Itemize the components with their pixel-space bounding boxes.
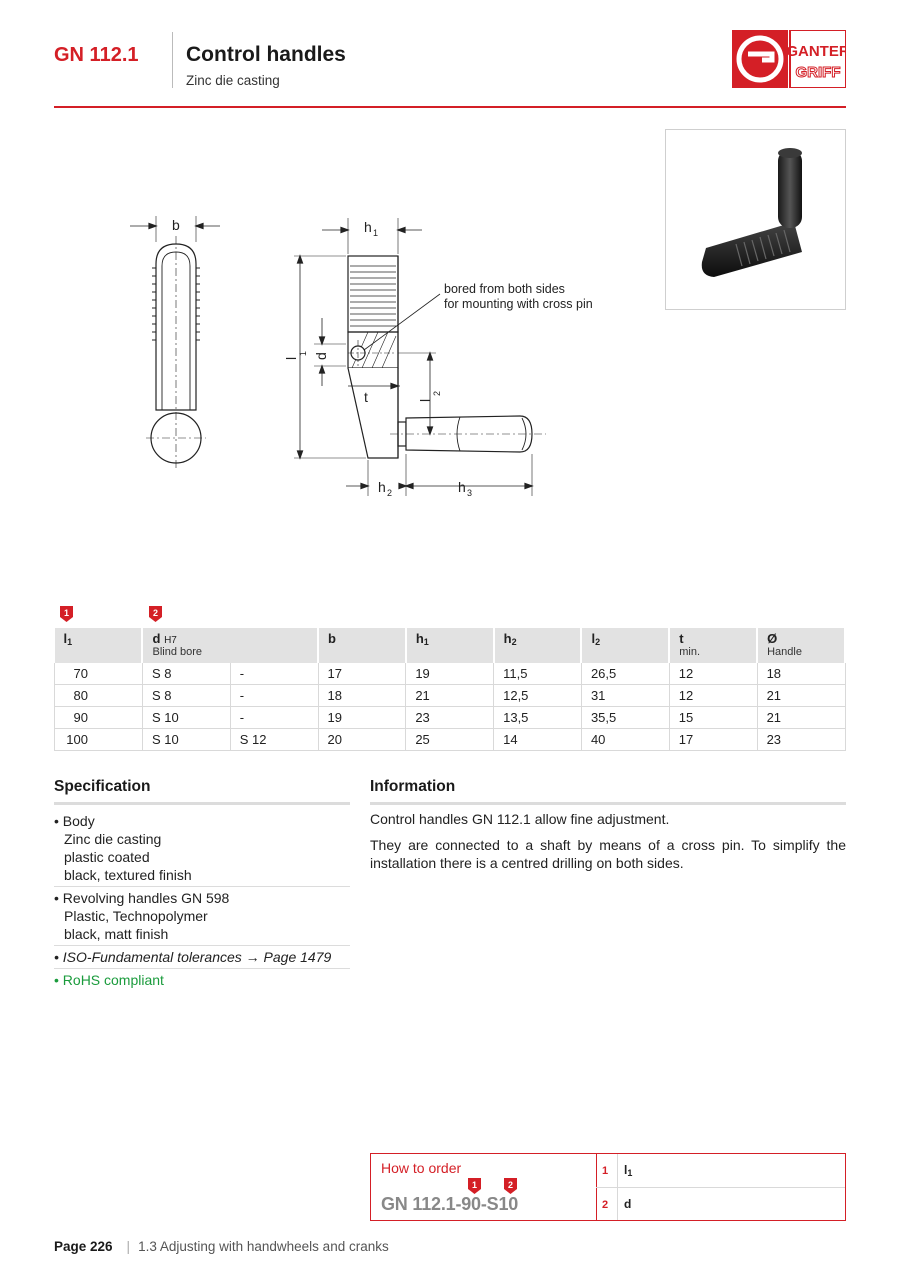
- order-badge-1: [468, 1178, 481, 1194]
- col-d: d H7 Blind bore: [142, 628, 318, 663]
- spec-line: black, matt finish: [64, 926, 169, 942]
- footer: [54, 1239, 389, 1254]
- table-row: [55, 663, 846, 685]
- info-paragraph-2: They are connected to a shaft by means of a cross pin. To simplify the installation there is a centred drilling on both sides.: [370, 837, 846, 871]
- cell: 21: [757, 707, 845, 729]
- order-code: GN 112.1-90-S10: [381, 1194, 519, 1214]
- cell: -: [230, 707, 318, 729]
- iso-tolerances-link[interactable]: • ISO-Fundamental tolerances → Page 1479: [54, 949, 332, 965]
- col-l1: $l_1$: [55, 628, 143, 663]
- col-dia: Ø Handle: [757, 628, 845, 663]
- cell: -: [230, 685, 318, 707]
- cell: 12: [669, 685, 757, 707]
- dim-label-h1: h: [364, 219, 372, 235]
- logo-text-ganter: GANTER: [786, 43, 846, 60]
- ganter-logo: [732, 30, 846, 88]
- cell: 26,5: [581, 663, 669, 685]
- badge-2-number: 2: [152, 608, 159, 618]
- dim-label-t: t: [364, 389, 368, 405]
- cell: 80: [55, 685, 143, 707]
- cell: 23: [757, 729, 845, 751]
- dim-label-l2: l: [417, 398, 433, 402]
- order-row-2-key: d: [624, 1197, 632, 1211]
- spec-item-handles: [54, 887, 350, 946]
- order-divider: [596, 1187, 845, 1188]
- cell: 14: [494, 729, 582, 751]
- spec-item-iso-link[interactable]: [54, 946, 350, 969]
- table-row: [55, 685, 846, 707]
- product-photo: [665, 129, 846, 310]
- spec-line: Zinc die casting: [64, 831, 162, 847]
- cell: 35,5: [581, 707, 669, 729]
- dim-label-h3-sub: 3: [467, 488, 473, 498]
- cell: 18: [318, 685, 406, 707]
- cell: 21: [406, 685, 494, 707]
- cell: 23: [406, 707, 494, 729]
- cell: S 12: [230, 729, 318, 751]
- spec-item-body: [54, 810, 350, 887]
- order-badge-1-number: 1: [471, 1180, 478, 1190]
- page-title: Control handles: [186, 43, 346, 66]
- spec-line: plastic coated: [64, 849, 150, 865]
- drawing-note-line2: for mounting with cross pin: [444, 297, 593, 311]
- cell: 40: [581, 729, 669, 751]
- col-l2: $l_2$: [581, 628, 669, 663]
- information-text: [370, 810, 846, 880]
- col-t: t min.: [669, 628, 757, 663]
- dim-label-h1-sub: 1: [373, 228, 379, 238]
- cell: S 8: [142, 685, 230, 707]
- technical-drawing: [100, 200, 660, 520]
- cell: 31: [581, 685, 669, 707]
- badge-1-number: 1: [63, 608, 70, 618]
- cell: -: [230, 663, 318, 685]
- cell: 70: [55, 663, 143, 685]
- information-heading: Information: [370, 778, 456, 795]
- cell: 17: [318, 663, 406, 685]
- order-row-2-number: 2: [602, 1199, 609, 1211]
- spec-line: black, textured finish: [64, 867, 192, 883]
- cell: 25: [406, 729, 494, 751]
- information-rule: [370, 802, 846, 805]
- info-paragraph-1: Control handles GN 112.1 allow fine adjustment.: [370, 811, 670, 827]
- cell: 19: [318, 707, 406, 729]
- cell: 11,5: [494, 663, 582, 685]
- cell: 21: [757, 685, 845, 707]
- cell: 12,5: [494, 685, 582, 707]
- col-h2: $h_2$: [494, 628, 582, 663]
- order-label: How to order: [381, 1160, 462, 1176]
- dim-label-h3: h: [458, 479, 466, 495]
- dim-label-l1-sub: 1: [298, 350, 308, 356]
- cell: 12: [669, 663, 757, 685]
- spec-item-rohs: [54, 969, 350, 991]
- table-row: [55, 707, 846, 729]
- dim-label-b: b: [172, 217, 180, 233]
- dim-label-h2: h: [378, 479, 386, 495]
- drawing-note-line1: bored from both sides: [444, 282, 565, 296]
- order-row-1-number: 1: [602, 1165, 609, 1177]
- cell: 20: [318, 729, 406, 751]
- spec-line: Plastic, Technopolymer: [64, 908, 208, 924]
- badge-2: [149, 606, 162, 622]
- cell: 100: [55, 729, 143, 751]
- rohs-badge: • RoHS compliant: [54, 972, 164, 988]
- page-subtitle: Zinc die casting: [186, 73, 280, 88]
- cell: S 8: [142, 663, 230, 685]
- spec-line: • Revolving handles GN 598: [54, 890, 230, 906]
- cell: 19: [406, 663, 494, 685]
- specification-heading: Specification: [54, 778, 151, 795]
- footer-separator: |: [126, 1239, 131, 1254]
- cell: 13,5: [494, 707, 582, 729]
- order-badge-2-number: 2: [507, 1180, 514, 1190]
- col-h1: $h_1$: [406, 628, 494, 663]
- table-header-row: [55, 628, 846, 663]
- logo-text-griff: GRIFF: [795, 64, 841, 81]
- side-view-head: [348, 256, 398, 332]
- dim-label-l2-sub: 2: [432, 390, 442, 396]
- dim-label-h2-sub: 2: [387, 488, 393, 498]
- order-badge-2: [504, 1178, 517, 1194]
- spec-line: • Body: [54, 813, 95, 829]
- product-code: GN 112.1: [54, 44, 139, 66]
- cell: 15: [669, 707, 757, 729]
- badge-1: [60, 606, 73, 622]
- how-to-order-box: [370, 1153, 846, 1221]
- cell: 90: [55, 707, 143, 729]
- cell: S 10: [142, 729, 230, 751]
- dim-label-d: d: [313, 352, 329, 360]
- header-rule: [54, 106, 846, 108]
- order-row-1-key: $l_1$: [624, 1163, 633, 1178]
- specification-list: [54, 810, 350, 991]
- chapter-link[interactable]: 1.3 Adjusting with handwheels and cranks: [138, 1239, 389, 1254]
- cell: 18: [757, 663, 845, 685]
- table-row: [55, 729, 846, 751]
- cell: 17: [669, 729, 757, 751]
- cell: S 10: [142, 707, 230, 729]
- page-number: Page 226: [54, 1239, 113, 1254]
- col-b: b: [318, 628, 406, 663]
- specification-rule: [54, 802, 350, 805]
- dimension-table: [54, 628, 846, 751]
- dim-label-l1: l: [283, 356, 299, 360]
- header-divider: [172, 32, 173, 88]
